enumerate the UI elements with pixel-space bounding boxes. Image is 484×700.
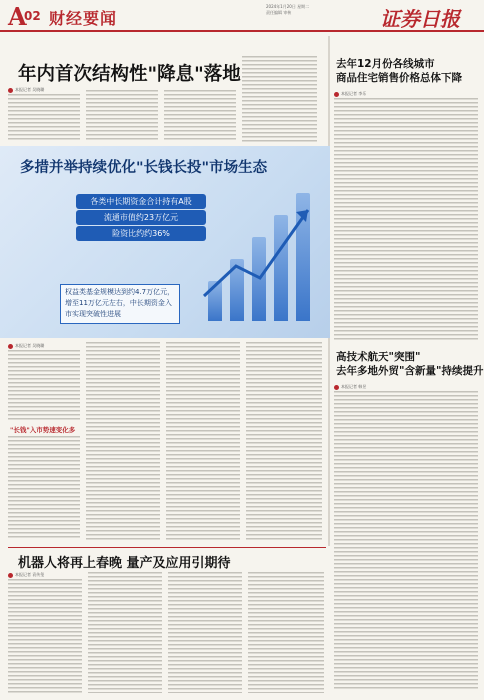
right-top-headline: 去年12月份各线城市 商品住宅销售价格总体下降	[336, 58, 462, 84]
bottom-text-col3	[168, 572, 242, 693]
banner-stat-1: 各类中长期资金合计持有A股	[76, 194, 206, 209]
bottom-text-col4	[248, 572, 324, 693]
bottom-text-col1	[8, 579, 82, 693]
main-headline: 年内首次结构性"降息"落地	[18, 64, 241, 85]
main-text-col3	[164, 90, 236, 142]
header-editor: 责任编辑 审核	[266, 10, 292, 15]
feature-text-col1a	[8, 350, 80, 420]
newspaper-logo: 证券日报	[380, 7, 460, 31]
feature-headline: 多措并举持续优化"长钱长投"市场生态	[20, 160, 268, 176]
main-byline: 本报记者 吴晓璐	[8, 87, 44, 93]
byline-marker-icon	[8, 88, 13, 93]
section-title: 财经要闻	[49, 9, 118, 28]
page-header	[0, 0, 484, 32]
byline-marker-icon	[8, 573, 13, 578]
byline-marker-icon	[8, 344, 13, 349]
feature-text-col1b	[8, 436, 80, 540]
bottom-headline: 机器人将再上春晚 量产及应用引期待	[18, 556, 231, 571]
banner-stat-3: 险资比约约36%	[76, 226, 206, 241]
main-text-col4	[242, 56, 317, 142]
feature-text-col3	[166, 342, 240, 540]
bottom-byline: 本报记者 袁传玺	[8, 572, 44, 578]
right-top-text	[334, 98, 478, 342]
main-text-col2	[86, 90, 158, 142]
page-letter: A	[8, 2, 27, 31]
banner-stat-2: 流通市值约23万亿元	[76, 210, 206, 225]
feature-banner	[0, 146, 330, 338]
right-mid-headline: 高技术航天"突围" 去年多地外贸"含新量"持续提升	[336, 351, 484, 377]
byline-marker-icon	[334, 385, 339, 390]
right-mid-byline: 本报记者 韩昱	[334, 384, 366, 390]
feature-text-col2	[86, 342, 160, 540]
feature-text-col4	[246, 342, 322, 540]
right-top-byline: 本报记者 李乐	[334, 91, 366, 97]
byline-marker-icon	[334, 92, 339, 97]
feature-byline: 本报记者 吴晓璐	[8, 343, 44, 349]
feature-subhead: "长钱"入市势速变化多	[10, 426, 76, 434]
right-mid-text	[334, 391, 478, 691]
banner-illustration	[200, 186, 325, 321]
page-number: 02	[24, 9, 41, 23]
trend-arrow-icon	[200, 186, 325, 321]
bottom-text-col2	[88, 572, 162, 693]
banner-note: 权益类基金规模达到约4.7万亿元，增至11万亿元左右，中长期资金入市实现突破性进展	[60, 284, 180, 324]
header-date: 2024年1月20日 星期二	[266, 4, 310, 9]
main-text-col1	[8, 94, 80, 142]
header-meta	[266, 4, 374, 16]
bottom-divider	[8, 547, 326, 548]
